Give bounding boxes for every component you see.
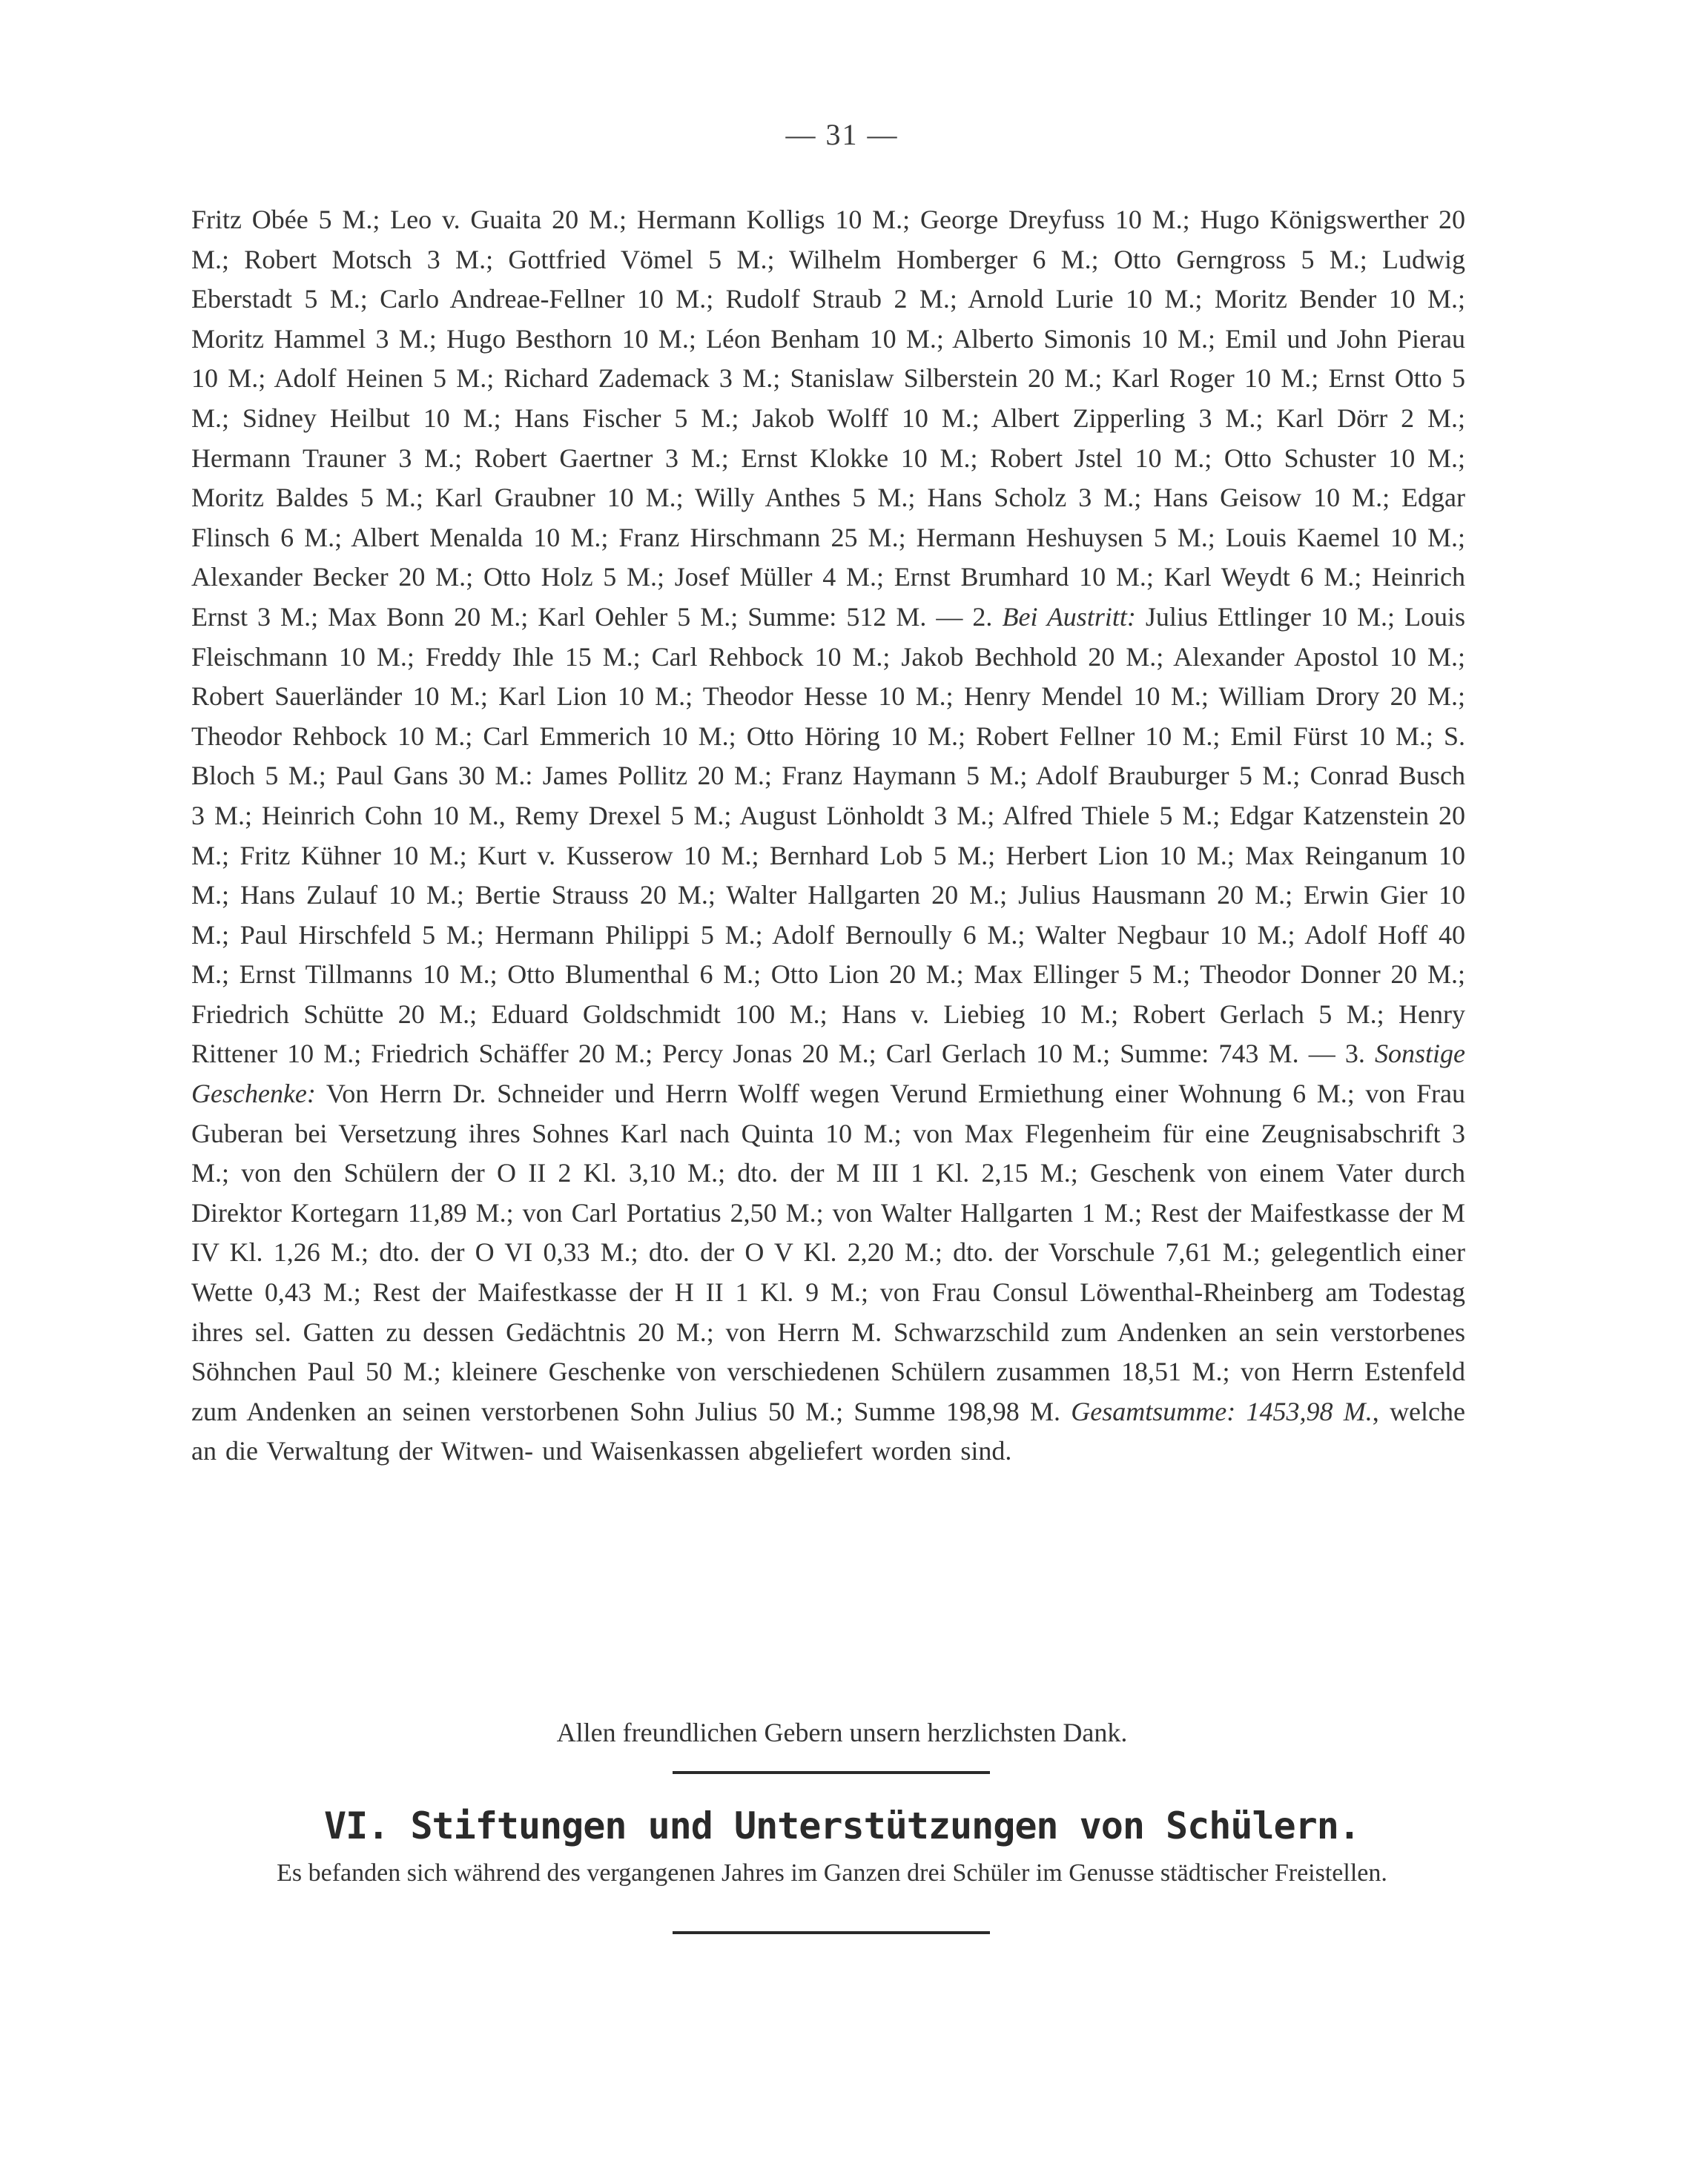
exit-list: Julius Ettlinger 10 M.; Louis Fleischmann 10 M.; Freddy Ihle 15 M.; Carl Rehbock 10 M.; Jakob Bechhold 20 M.; Alexander Apostol 10 M.; Robert Sauerländer 10 M.; Karl Lion 10 M.; Theodor Hesse 10 M.; Henry Mendel 10 M.; William Drory 20 M.; Theodor Rehbock 10 M.; Carl Emmerich 10 M.; Otto Höring 10 M.; Robert Fellner 10 M.; Emil Fürst 10 M.; S. Bloch 5 M.; Paul Gans 30 M.: James Pollitz 20 M.; Franz Haymann 5 M.; Adolf Brauburger 5 M.; Conrad Busch 3 M.; Heinrich Cohn 10 M., Remy Drexel 5 M.; August Lönholdt 3 M.; Alfred Thiele 5 M.; Edgar Katzenstein 20 M.; Fritz Kühner 10 M.; Kurt v. Kusserow 10 M.; Bernhard Lob 5 M.; Herbert Lion 10 M.; Max Reinganum 10 M.; Hans Zulauf 10 M.; Bertie Strauss 20 M.; Walter Hallgarten 20 M.; Julius Hausmann 20 M.; Erwin Gier 10 M.; Paul Hirschfeld 5 M.; Hermann Philippi 5 M.; Adolf Bernoully 6 M.; Walter Negbaur 10 M.; Adolf Hoff 40 M.; Ernst Tillmanns 10 M.; Otto Blumenthal 6 M.; Otto Lion 20 M.; Max Ellinger 5 M.; Theodor Donner 20 M.; Friedrich Schütte 20 M.; Eduard Goldschmidt 100 M.; Hans v. Liebieg 10 M.; Robert Gerlach 5 M.; Henry Rittener 10 M.; Friedrich Schäffer 20 M.; Percy Jonas 20 M.; Carl Gerlach 10 M.; Summe: 743 M. — 3. (191, 601, 1465, 1069)
divider-rule (673, 1771, 990, 1774)
closing-text: , welche an die Verwaltung der Witwen- und Waisenkassen abgeliefert worden sind. (191, 1396, 1465, 1466)
thanks-line: Allen freundlichen Gebern unsern herzlichsten Dank. (556, 1718, 1128, 1747)
donations-list: Fritz Obée 5 M.; Leo v. Guaita 20 M.; Hermann Kolligs 10 M.; George Dreyfuss 10 M.; Hugo Königswerther 20 M.; Robert Motsch 3 M.; Gottfried Vömel 5 M.; Wilhelm Homberger 6 M.; Otto Gerngross 5 M.; Ludwig Eberstadt 5 M.; Carlo Andreae-Fellner 10 M.; Rudolf Straub 2 M.; Arnold Lurie 10 M.; Moritz Bender 10 M.; Moritz Hammel 3 M.; Hugo Besthorn 10 M.; Léon Benham 10 M.; Alberto Simonis 10 M.; Emil und John Pierau 10 M.; Adolf Heinen 5 M.; Richard Zademack 3 M.; Stanislaw Silberstein 20 M.; Karl Roger 10 M.; Ernst Otto 5 M.; Sidney Heilbut 10 M.; Hans Fischer 5 M.; Jakob Wolff 10 M.; Albert Zipperling 3 M.; Karl Dörr 2 M.; Hermann Trauner 3 M.; Robert Gaertner 3 M.; Ernst Klokke 10 M.; Robert Jstel 10 M.; Otto Schuster 10 M.; Moritz Baldes 5 M.; Karl Graubner 10 M.; Willy Anthes 5 M.; Hans Scholz 3 M.; Hans Geisow 10 M.; Edgar Flinsch 6 M.; Albert Menalda 10 M.; Franz Hirschmann 25 M.; Hermann Heshuysen 5 M.; Louis Kaemel 10 M.; Alexander Becker 20 M.; Otto Holz 5 M.; Josef Müller 4 M.; Ernst Brumhard 10 M.; Karl Weydt 6 M.; Heinrich Ernst 3 M.; Max Bonn 20 M.; Karl Oehler 5 M.; Summe: 512 M. — 2. (191, 205, 1465, 632)
exit-heading: Bei Austritt: (1002, 601, 1136, 632)
gifts-list: Von Herrn Dr. Schneider und Herrn Wolff wegen Verund Ermiethung einer Wohnung 6 M.; von Frau Guberan bei Versetzung ihres Sohnes Karl nach Quinta 10 M.; von Max Flegenheim für eine Zeugnisabschrift 3 M.; von den Schülern der O II 2 Kl. 3,10 M.; dto. der M III 1 Kl. 2,15 M.; Geschenk von einem Vater durch Direktor Kortegarn 11,89 M.; von Carl Portatius 2,50 M.; von Walter Hallgarten 1 M.; Rest der Maifestkasse der M IV Kl. 1,26 M.; dto. der O VI 0,33 M.; dto. der O V Kl. 2,20 M.; dto. der Vorschule 7,61 M.; gelegentlich einer Wette 0,43 M.; Rest der Maifestkasse der H II 1 Kl. 9 M.; von Frau Consul Löwenthal-Rheinberg am Todestag ihres sel. Gatten zu dessen Gedächtnis 20 M.; von Herrn M. Schwarzschild zum Andenken an sein verstorbenes Söhnchen Paul 50 M.; kleinere Geschenke von verschiedenen Schülern zusammen 18,51 M.; von Herrn Estenfeld zum Andenken an seinen verstorbenen Sohn Julius 50 M.; Summe 198,98 M. (191, 1079, 1465, 1426)
divider-rule (673, 1931, 990, 1934)
section-text: Es befanden sich während des vergangenen Jahres im Ganzen drei Schüler im Genusse städtischer Freistellen. (277, 1859, 1387, 1887)
gifts-heading: Sonstige Geschenke: (191, 1039, 1465, 1109)
grand-total: Gesamtsumme: 1453,98 M. (1071, 1396, 1373, 1426)
donations-paragraph (191, 200, 1465, 1472)
page-number: — 31 — (785, 118, 899, 151)
section-heading: VI. Stiftungen und Unterstützungen von Schülern. (324, 1804, 1360, 1847)
donations-text (191, 200, 1465, 1472)
